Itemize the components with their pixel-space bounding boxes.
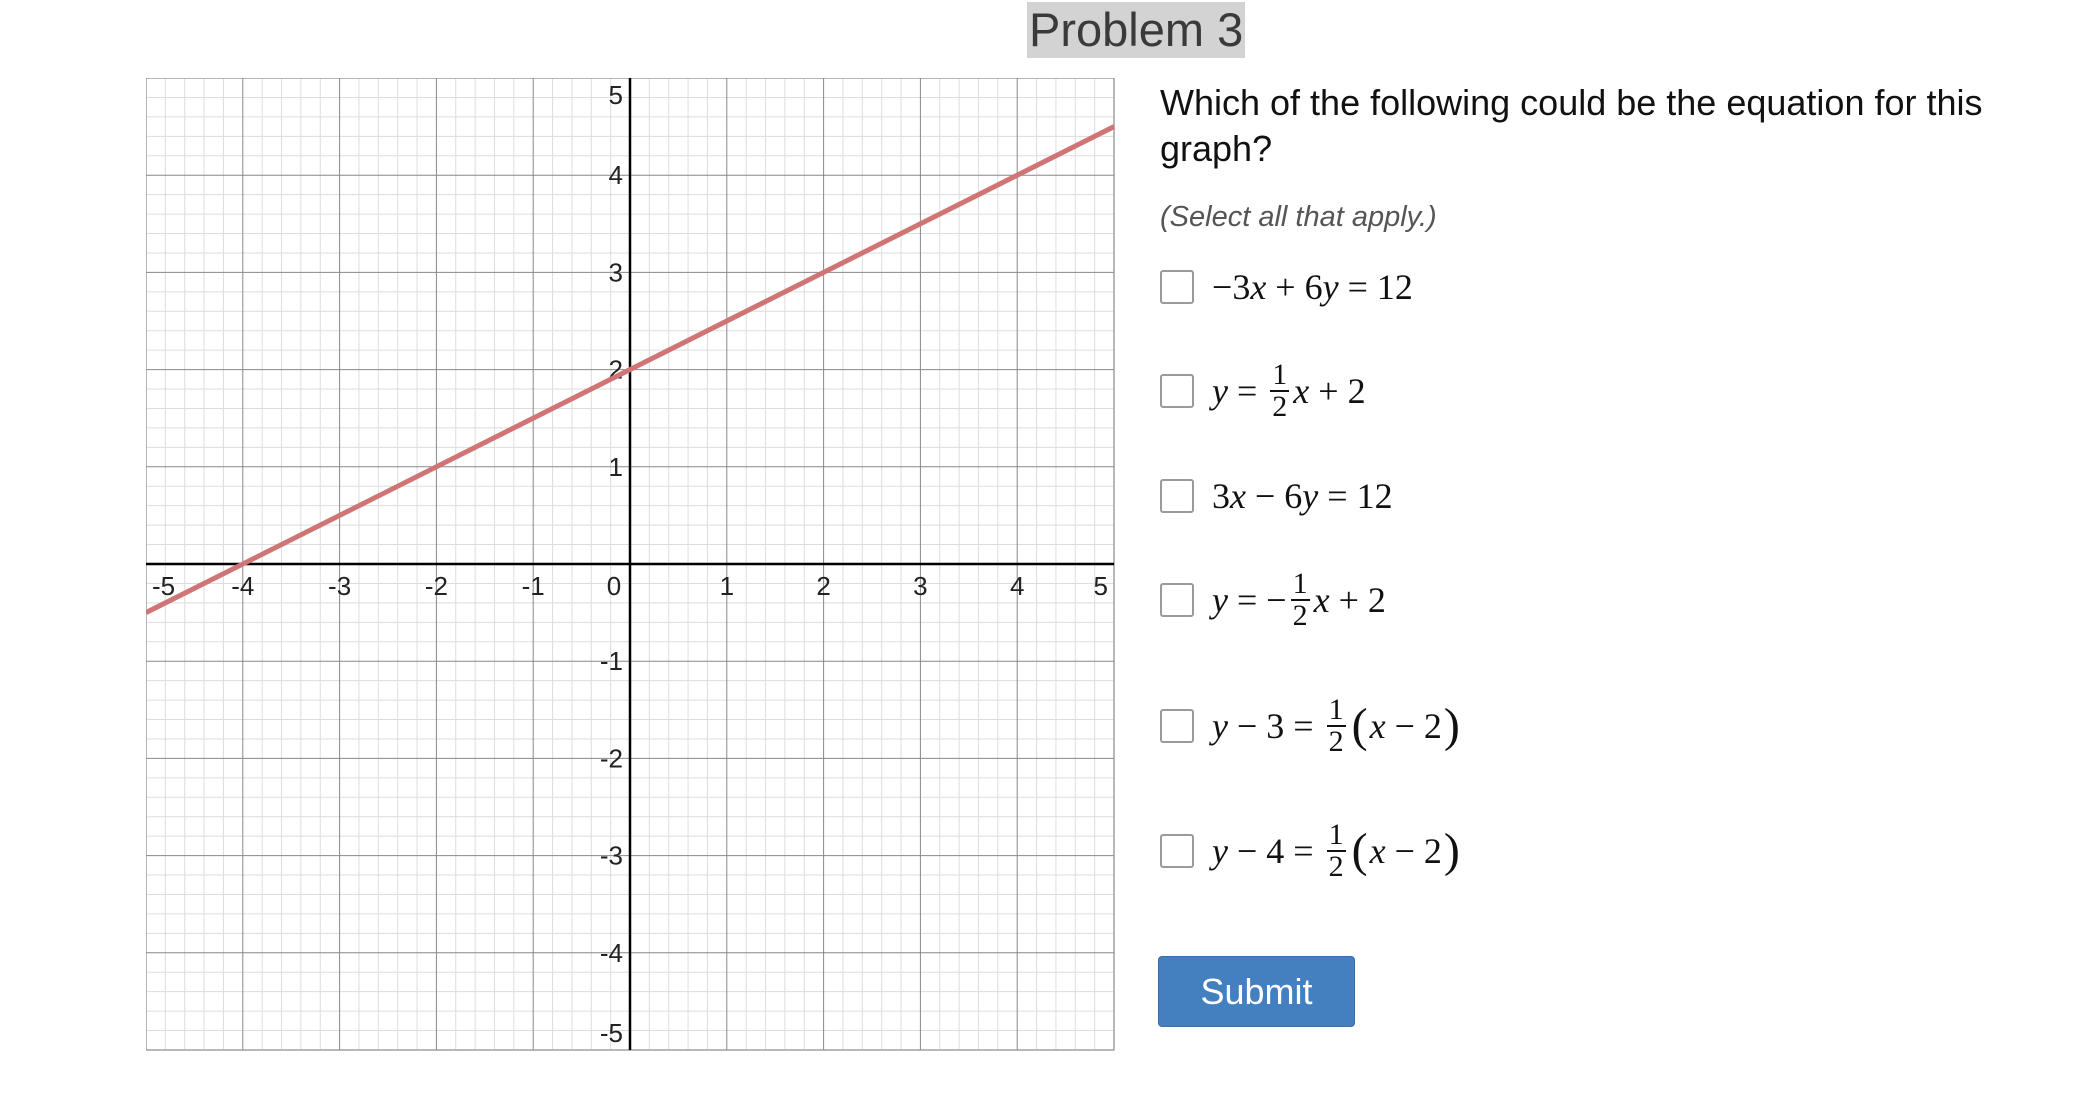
y-tick-label: -3 <box>599 840 623 871</box>
option-6-checkbox[interactable] <box>1160 834 1194 868</box>
y-tick-label: 1 <box>608 451 623 482</box>
option-3-checkbox[interactable] <box>1160 479 1194 513</box>
option-4[interactable] <box>1160 567 1386 632</box>
y-tick-label: 2 <box>608 354 623 385</box>
option-1-equation: − 3 x + 6 y = 12 <box>1212 267 1413 307</box>
x-tick-label: 3 <box>913 571 928 601</box>
option-5-equation: y − 3 = $\frac{1}{2}$ ( x − 2 ) <box>1212 693 1460 758</box>
y-tick-label: 3 <box>608 257 623 288</box>
y-tick-label: 5 <box>608 80 623 110</box>
fraction: $\frac{1}{2}$ <box>1292 567 1308 632</box>
fraction: $\frac{1}{2}$ <box>1272 358 1288 423</box>
x-tick-label: 5 <box>1093 571 1108 601</box>
x-tick-label: -4 <box>231 571 255 601</box>
y-tick-label: -5 <box>599 1018 623 1048</box>
x-tick-label: 1 <box>719 571 735 601</box>
question-text: Which of the following could be the equation for this graph? <box>1160 82 1983 169</box>
coordinate-graph <box>146 78 1116 1052</box>
fraction: $\frac{1}{2}$ <box>1328 693 1344 758</box>
x-tick-label: 0 <box>606 571 622 601</box>
option-1-checkbox[interactable] <box>1160 270 1194 304</box>
x-tick-label: -2 <box>424 571 448 601</box>
option-4-checkbox[interactable] <box>1160 583 1194 617</box>
option-6[interactable] <box>1160 818 1462 883</box>
y-tick-label: -4 <box>599 937 623 968</box>
x-tick-label: -3 <box>328 571 352 601</box>
option-2[interactable] <box>1160 358 1366 423</box>
graph-panel <box>146 78 1116 1052</box>
problem-title: Problem 3 <box>1029 3 1244 56</box>
option-1[interactable] <box>1160 267 1413 307</box>
option-3[interactable] <box>1160 476 1393 516</box>
option-4-equation: y = − $\frac{1}{2}$ x + 2 <box>1212 567 1386 632</box>
fraction: $\frac{1}{2}$ <box>1328 818 1344 883</box>
option-2-checkbox[interactable] <box>1160 374 1194 408</box>
x-tick-label: 4 <box>1009 571 1025 601</box>
x-tick-label: -5 <box>152 571 176 601</box>
y-tick-label: 4 <box>608 160 623 191</box>
y-tick-label: -2 <box>599 743 623 774</box>
y-tick-label: -1 <box>599 646 623 677</box>
option-5-checkbox[interactable] <box>1160 709 1194 743</box>
option-5[interactable] <box>1160 693 1462 758</box>
select-all-hint: (Select all that apply.) <box>1160 201 1437 233</box>
x-tick-label: 2 <box>816 571 831 601</box>
option-6-equation: y − 4 = $\frac{1}{2}$ ( x − 2 ) <box>1212 818 1460 883</box>
submit-button[interactable]: Submit <box>1158 956 1355 1027</box>
option-3-equation: 3 x − 6 y = 12 <box>1212 476 1393 516</box>
option-2-equation: y = $\frac{1}{2}$ x + 2 <box>1212 358 1366 423</box>
x-tick-label: -1 <box>521 571 545 601</box>
